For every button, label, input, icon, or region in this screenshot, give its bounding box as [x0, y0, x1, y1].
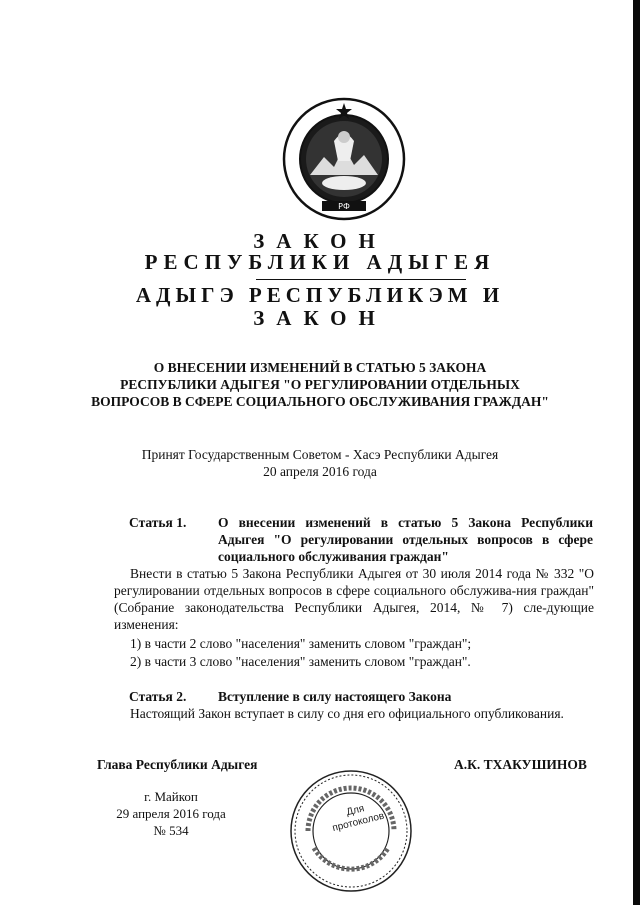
signing-date: 29 апреля 2016 года [116, 806, 226, 821]
republic-emblem [282, 97, 406, 221]
adoption-date: 20 апреля 2016 года [263, 464, 377, 479]
signing-place-date [96, 788, 246, 839]
title-line: О ВНЕСЕНИИ ИЗМЕНЕНИЙ В СТАТЬЮ 5 ЗАКОНА [153, 360, 487, 375]
article-2-label: Статья 2. [129, 689, 187, 704]
heading-divider [256, 279, 466, 280]
official-stamp [288, 768, 414, 894]
article-2-paragraph: Настоящий Закон вступает в силу со дня его официального опубликования. [130, 706, 564, 721]
title-line: РЕСПУБЛИКИ АДЫГЕЯ "О РЕГУЛИРОВАНИИ ОТДЕЛЬНЫХ [120, 377, 520, 392]
document-title [0, 359, 640, 410]
signing-city: г. Майкоп [144, 789, 198, 804]
article-1-label: Статья 1. [129, 515, 187, 530]
adyghe-heading: АДЫГЭ РЕСПУБЛИКЭМ И [135, 283, 505, 307]
signatory-name: А.К. ТХАКУШИНОВ [454, 757, 587, 772]
article-1-title: О внесении изменений в статью 5 Закона Республики Адыгея "О регулировании отдельных вопросов в сфере социального обслуживания граждан" [218, 515, 593, 564]
signatory-position: Глава Республики Адыгея [97, 757, 258, 772]
adoption-info [0, 446, 640, 480]
law-number: № 534 [153, 823, 189, 838]
stamp-label: Для протоколов [331, 803, 386, 835]
article-1-paragraph: Внести в статью 5 Закона Республики Адыгея от 30 июля 2014 года № 332 "О регулировании отдельных вопросов в сфере социального обслужива-ния граждан" (Собрание законодательства Республики Адыгея, 2014, № 7) сле-дующие изменения: [114, 566, 594, 632]
article-1-item-2: 2) в части 3 слово "населения" заменить словом "граждан". [130, 654, 471, 669]
title-line: ВОПРОСОВ В СФЕРЕ СОЦИАЛЬНОГО ОБСЛУЖИВАНИЯ ГРАЖДАН" [91, 394, 549, 409]
svg-text:РФ: РФ [338, 202, 350, 211]
article-2-title: Вступление в силу настоящего Закона [218, 689, 452, 704]
adoption-body: Принят Государственным Советом - Хасэ Республики Адыгея [141, 447, 499, 462]
article-1-item-1: 1) в части 2 слово "населения" заменить словом "граждан"; [130, 636, 472, 651]
adyghe-law-heading: ЗАКОН [253, 306, 387, 330]
law-heading: ЗАКОН [253, 229, 387, 253]
republic-heading: РЕСПУБЛИКИ АДЫГЕЯ [144, 250, 496, 274]
